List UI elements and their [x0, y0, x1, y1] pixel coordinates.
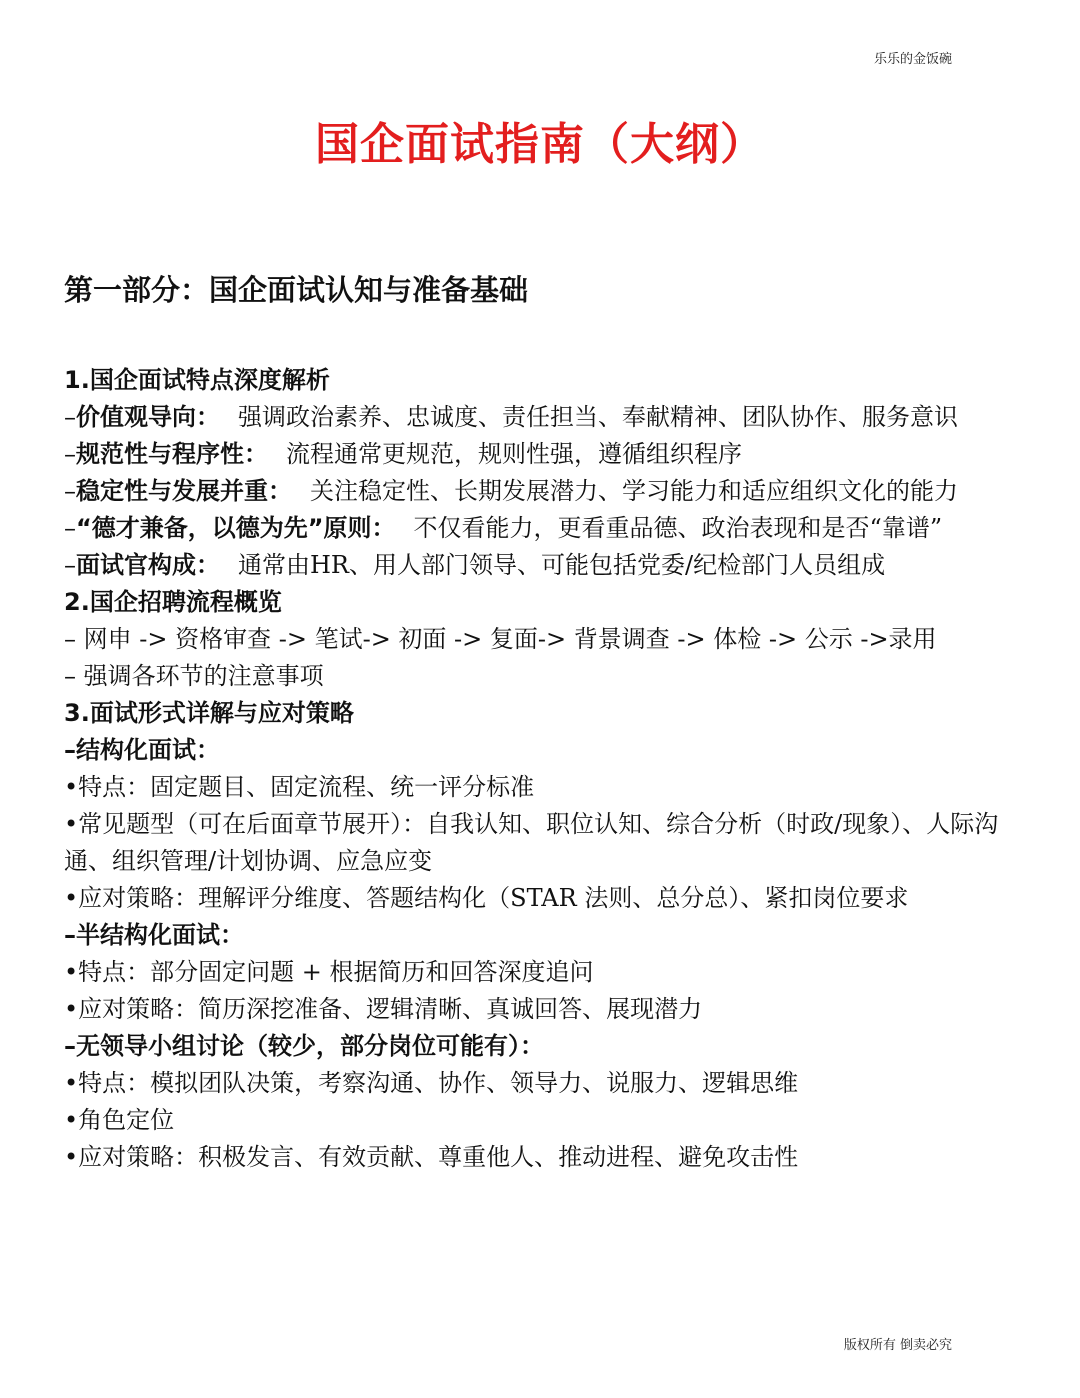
- bullet-item: •常见题型（可在后面章节展开）：自我认知、职位认知、综合分析（时政/现象）、人际沟通、组织管理/计划协调、应急应变: [64, 810, 999, 875]
- watermark-bottom: 版权所有 倒卖必究: [843, 1338, 952, 1353]
- item-desc: 强调政治素养、忠诚度、责任担当、奉献精神、团队协作、服务意识: [238, 403, 958, 431]
- subsection-leaderless: –无领导小组讨论（较少，部分岗位可能有）：: [64, 1032, 544, 1060]
- list-marker: –: [64, 514, 76, 542]
- bullet-item: •特点：模拟团队决策，考察沟通、协作、领导力、说服力、逻辑思维: [64, 1069, 799, 1097]
- bullet-item: •角色定位: [64, 1106, 175, 1134]
- item-term: 规范性与程序性：: [76, 440, 268, 468]
- bullet-item: •应对策略：理解评分维度、答题结构化（STAR 法则、总分总）、紧扣岗位要求: [64, 884, 909, 912]
- item-desc: 关注稳定性、长期发展潜力、学习能力和适应组织文化的能力: [310, 477, 958, 505]
- list-marker: –: [64, 440, 76, 468]
- list-marker: –: [64, 551, 76, 579]
- item-term: 价值观导向：: [76, 403, 220, 431]
- section-title-2: 2.国企招聘流程概览: [64, 588, 282, 616]
- list-item: [64, 473, 1012, 510]
- document-body: [64, 362, 1012, 1176]
- watermark-top: 乐乐的金饭碗: [873, 52, 952, 67]
- bullet-item: •特点：固定题目、固定流程、统一评分标准: [64, 773, 535, 801]
- list-item: – 网申 -> 资格审查 -> 笔试-> 初面 -> 复面-> 背景调查 -> 体检 -> 公示 ->录用: [64, 625, 937, 653]
- bullet-item: •应对策略：积极发言、有效贡献、尊重他人、推动进程、避免攻击性: [64, 1143, 799, 1171]
- part-heading: 第一部分：国企面试认知与准备基础: [64, 273, 529, 307]
- list-marker: –: [64, 403, 76, 431]
- item-desc: 流程通常更规范，规则性强，遵循组织程序: [286, 440, 742, 468]
- section-title-3: 3.面试形式详解与应对策略: [64, 699, 354, 727]
- subsection-semi-structured: –半结构化面试：: [64, 921, 244, 949]
- list-item: [64, 399, 1012, 436]
- list-item: [64, 510, 1012, 547]
- item-term: “德才兼备，以德为先”原则：: [76, 514, 396, 542]
- list-marker: –: [64, 477, 76, 505]
- bullet-item: •特点：部分固定问题 + 根据简历和回答深度追问: [64, 958, 594, 986]
- item-desc: 通常由HR、用人部门领导、可能包括党委/纪检部门人员组成: [238, 551, 886, 579]
- document-title: 国企面试指南（大纲）: [315, 119, 765, 170]
- item-term: 面试官构成：: [76, 551, 220, 579]
- list-item: [64, 436, 1012, 473]
- section-title-1: 1.国企面试特点深度解析: [64, 366, 330, 394]
- list-item: – 强调各环节的注意事项: [64, 662, 324, 690]
- item-desc: 不仅看能力，更看重品德、政治表现和是否“靠谱”: [413, 514, 943, 542]
- list-item: [64, 547, 1012, 584]
- item-term: 稳定性与发展并重：: [76, 477, 292, 505]
- bullet-item: •应对策略：简历深挖准备、逻辑清晰、真诚回答、展现潜力: [64, 995, 703, 1023]
- subsection-structured: –结构化面试：: [64, 736, 220, 764]
